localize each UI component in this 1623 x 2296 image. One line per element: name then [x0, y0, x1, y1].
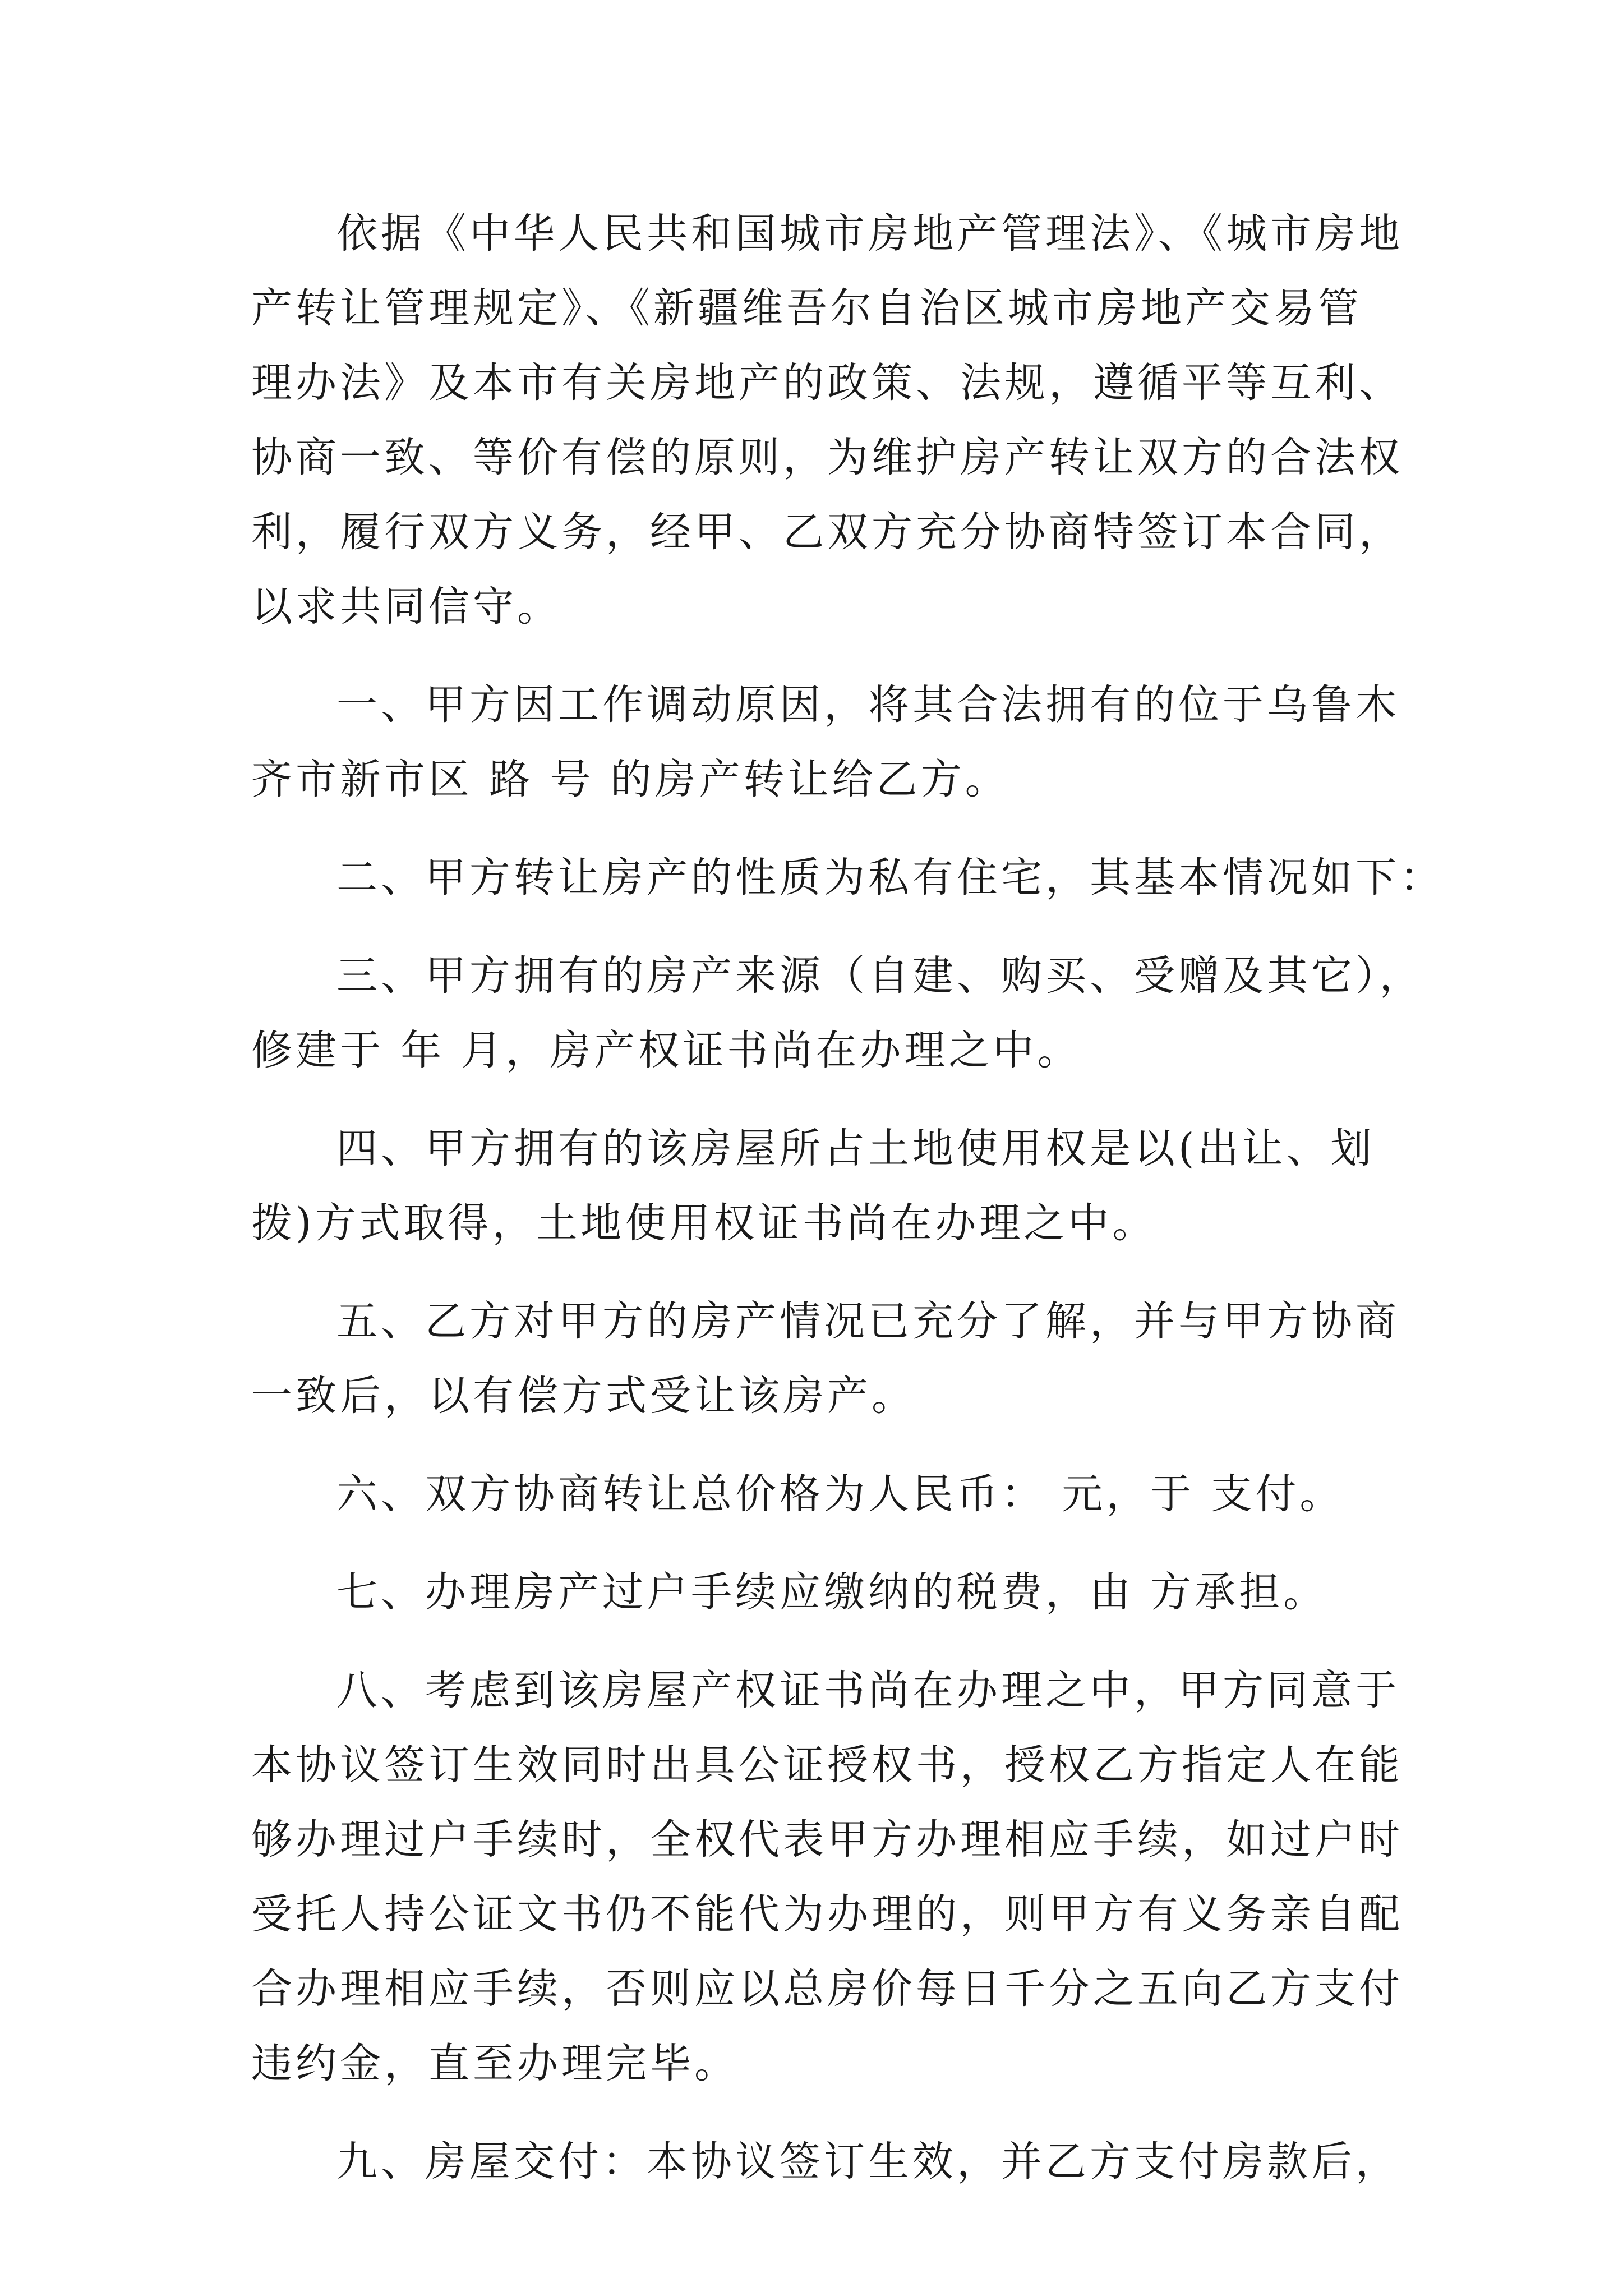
- text-line: 利，履行双方义务，经甲、乙双方充分协商特签订本合同，: [251, 508, 1403, 556]
- text-line: 四、甲方拥有的该房屋所占土地使用权是以(出让、划: [336, 1125, 1375, 1172]
- text-line: 理办法》及本市有关房地产的政策、法规，遵循平等互利、: [251, 359, 1403, 407]
- text-line: 拨)方式取得，土地使用权证书尚在办理之中。: [251, 1199, 1157, 1247]
- text-line: 九、房屋交付：本协议签订生效，并乙方支付房款后，: [336, 2138, 1400, 2185]
- paragraph-clause-9: [251, 2124, 1400, 2199]
- text-line: 够办理过户手续时，全权代表甲方办理相应手续，如过户时: [251, 1816, 1403, 1864]
- paragraph-clause-5: [251, 1284, 1400, 1433]
- text-line: 三、甲方拥有的房产来源（自建、购买、受赠及其它），: [336, 952, 1424, 1000]
- text-line: 一致后，以有偿方式受让该房产。: [251, 1372, 916, 1420]
- paragraph-clause-8: [251, 1653, 1403, 2101]
- text-line: 一、甲方因工作调动原因，将其合法拥有的位于乌鲁木: [336, 681, 1400, 729]
- text-line: 五、乙方对甲方的房产情况已充分了解，并与甲方协商: [336, 1297, 1400, 1345]
- paragraph-preamble: [251, 196, 1403, 644]
- paragraph-clause-3: [251, 938, 1424, 1088]
- paragraph-clause-2: [251, 840, 1444, 915]
- document-body: [251, 196, 1444, 2199]
- text-line: 齐市新市区 路 号 的房产转让给乙方。: [251, 756, 1009, 803]
- paragraph-clause-7: [251, 1555, 1380, 1630]
- text-line: 七、办理房产过户手续应缴纳的税费，由 方承担。: [336, 1568, 1328, 1616]
- text-line: 修建于 年 月，房产权证书尚在办理之中。: [251, 1027, 1082, 1074]
- text-line: 合办理相应手续，否则应以总房价每日千分之五向乙方支付: [251, 1965, 1403, 2013]
- paragraph-clause-4: [251, 1111, 1380, 1260]
- text-line: 依据《中华人民共和国城市房地产管理法》、《城市房地: [336, 210, 1403, 257]
- text-line: 二、甲方转让房产的性质为私有住宅，其基本情况如下：: [336, 854, 1444, 901]
- text-line: 六、双方协商转让总价格为人民币： 元，于 支付。: [336, 1470, 1344, 1518]
- text-line: 违约金，直至办理完毕。: [251, 2040, 739, 2087]
- text-line: 协商一致、等价有偿的原则，为维护房产转让双方的合法权: [251, 434, 1403, 481]
- text-line: 受托人持公证文书仍不能代为办理的，则甲方有义务亲自配: [251, 1890, 1403, 1938]
- text-line: 八、考虑到该房屋产权证书尚在办理之中，甲方同意于: [336, 1667, 1400, 1714]
- text-line: 以求共同信守。: [251, 583, 561, 631]
- text-line: 产转让管理规定》、《新疆维吾尔自治区城市房地产交易管: [251, 284, 1362, 332]
- text-line: 本协议签订生效同时出具公证授权书，授权乙方指定人在能: [251, 1741, 1403, 1789]
- paragraph-clause-1: [251, 668, 1400, 817]
- paragraph-clause-6: [251, 1457, 1380, 1531]
